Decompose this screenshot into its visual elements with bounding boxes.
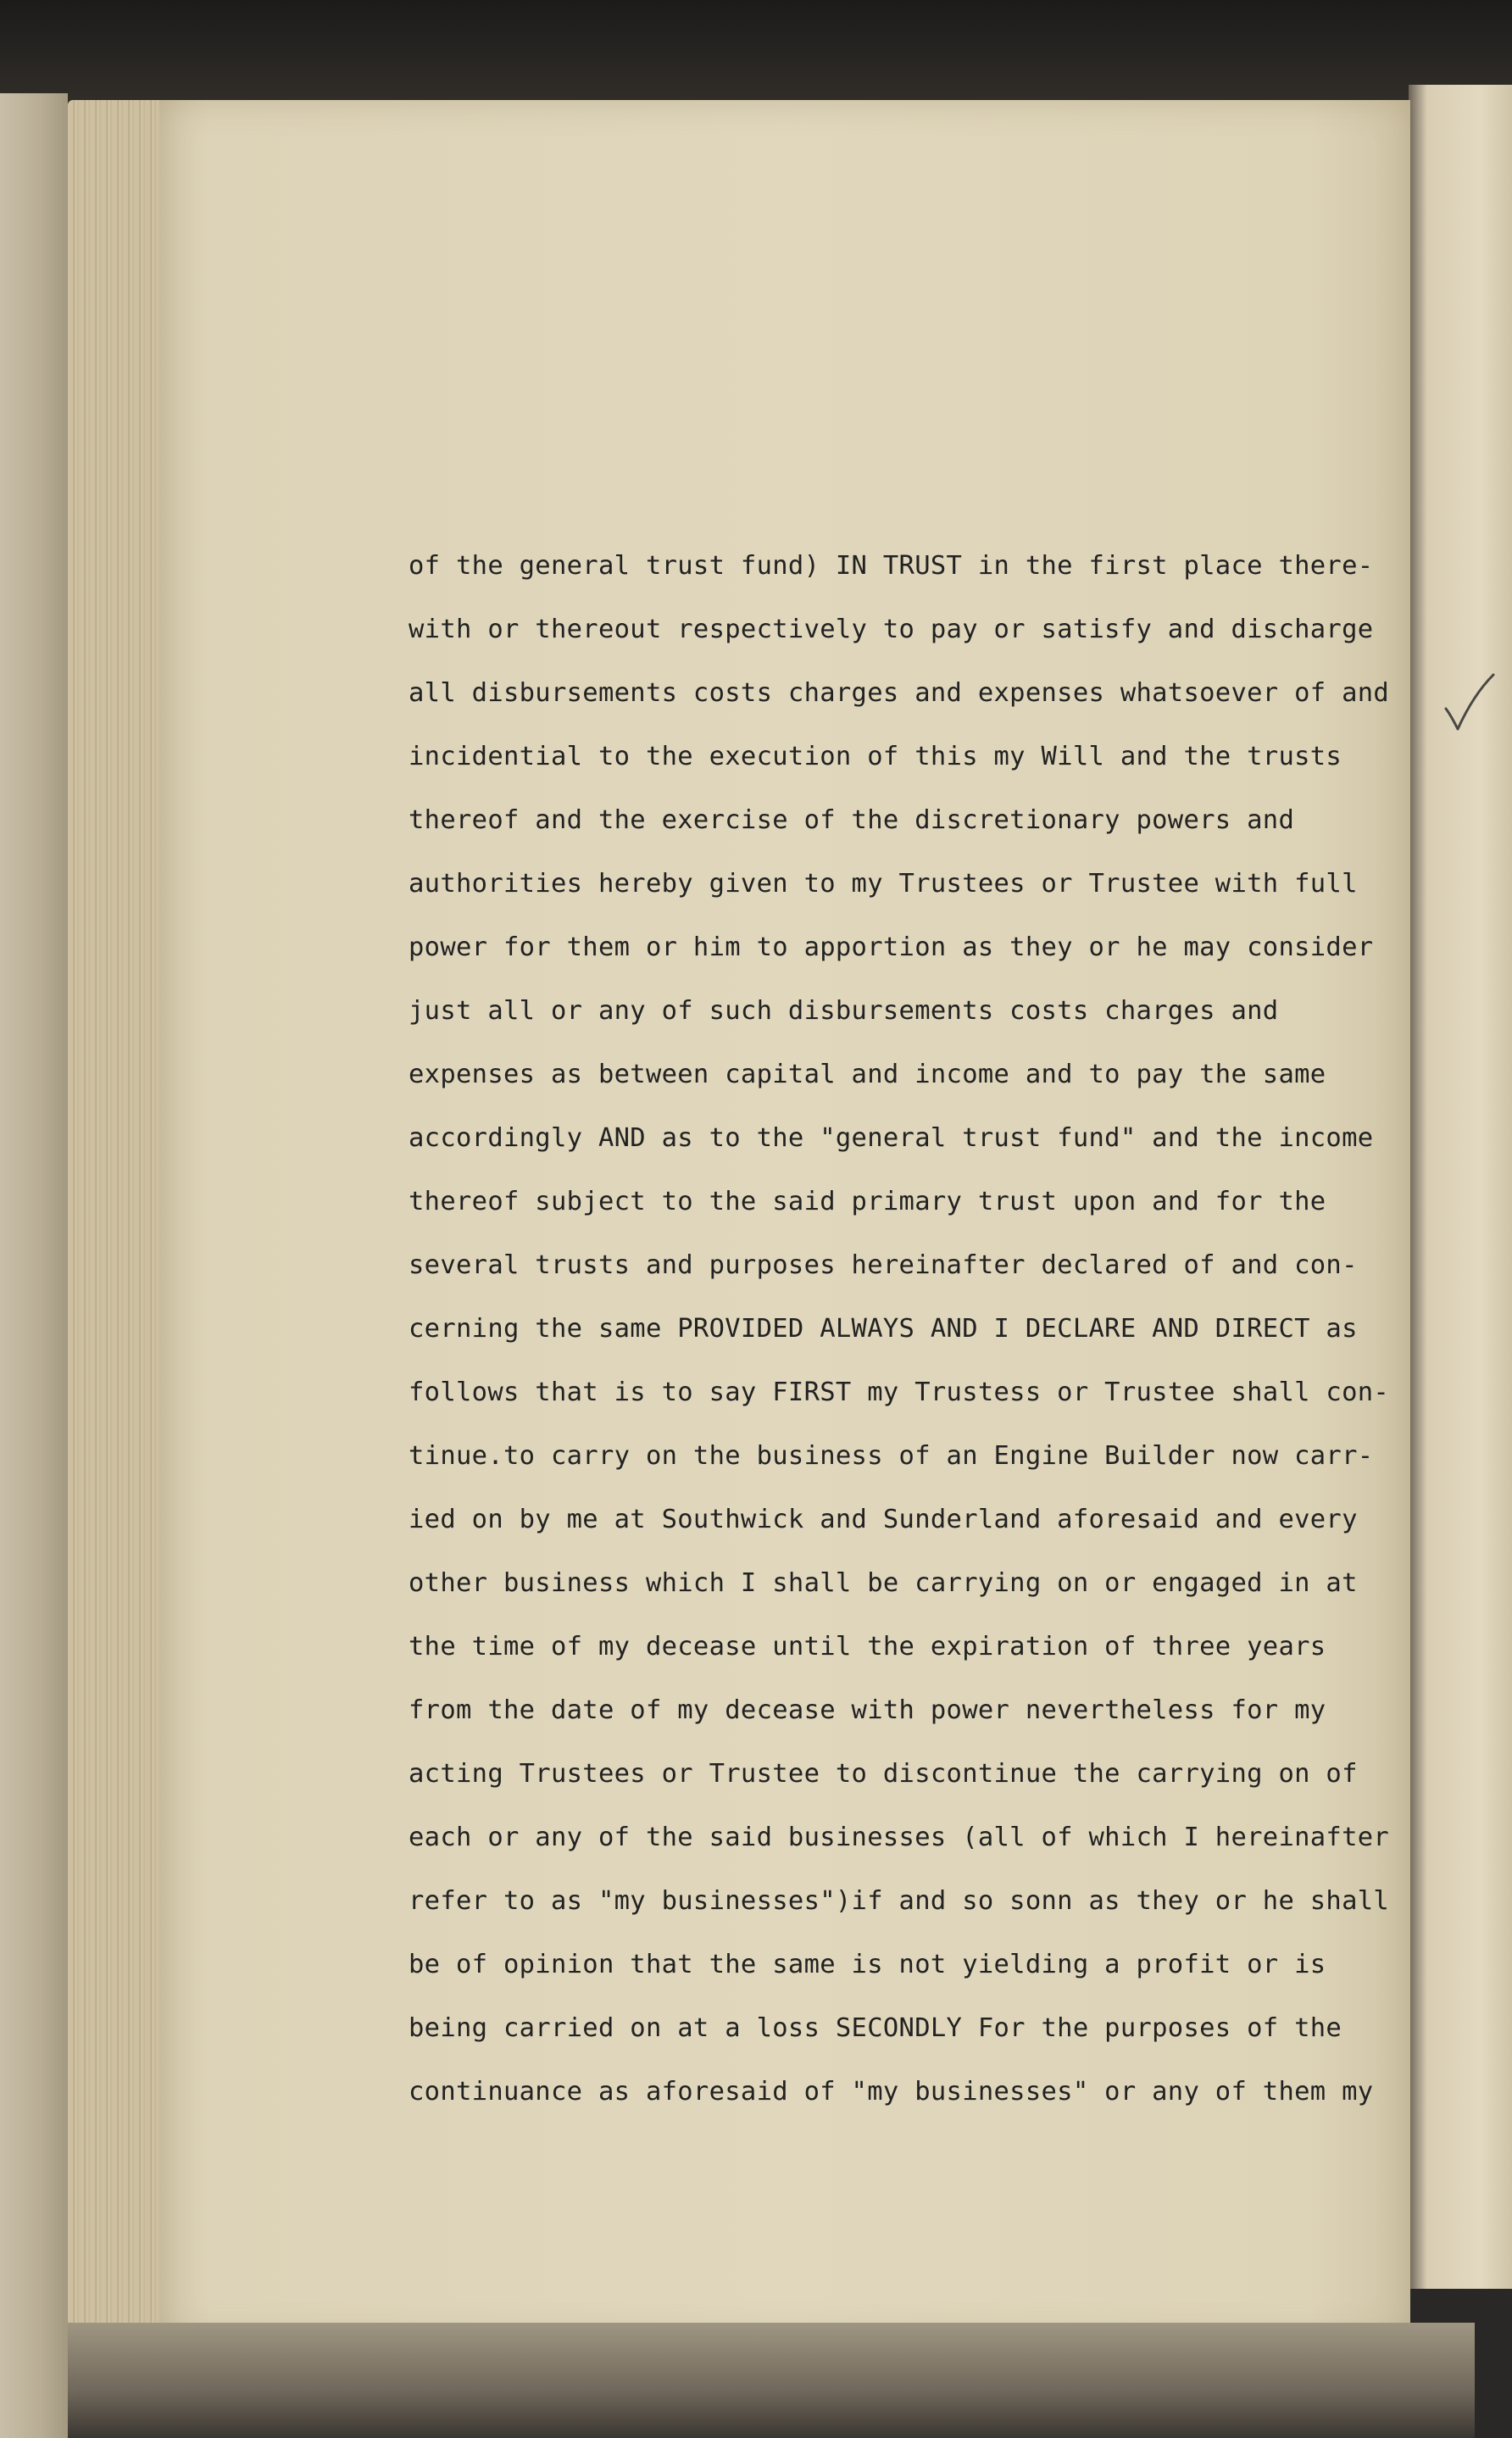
text-line: thereof and the exercise of the discretionary powers and <box>409 805 1295 835</box>
text-line: with or thereout respectively to pay or satisfy and discharge <box>409 615 1374 644</box>
text-line: tinue.to carry on the business of an Engine Builder now carr- <box>409 1441 1374 1471</box>
text-line: thereof subject to the said primary trust upon and for the <box>409 1187 1326 1216</box>
text-line: acting Trustees or Trustee to discontinue the carrying on of <box>409 1759 1358 1789</box>
text-line: ied on by me at Southwick and Sunderland aforesaid and every <box>409 1505 1358 1534</box>
text-line: being carried on at a loss SECONDLY For the purposes of the <box>409 2013 1342 2043</box>
text-line: from the date of my decease with power nevertheless for my <box>409 1695 1326 1725</box>
text-line: just all or any of such disbursements costs charges and <box>409 996 1279 1026</box>
text-line: power for them or him to apportion as they or he may consider <box>409 932 1374 962</box>
checkmark-icon <box>1441 670 1500 738</box>
text-line: all disbursements costs charges and expenses whatsoever of and <box>409 678 1390 708</box>
text-line: other business which I shall be carrying on or engaged in at <box>409 1568 1358 1598</box>
text-line: the time of my decease until the expiration of three years <box>409 1632 1326 1662</box>
text-line: cerning the same PROVIDED ALWAYS AND I DECLARE AND DIRECT as <box>409 1314 1358 1344</box>
text-line: expenses as between capital and income and to pay the same <box>409 1060 1326 1089</box>
text-line: several trusts and purposes hereinafter declared of and con- <box>409 1250 1358 1280</box>
facing-page-edge <box>1409 85 1512 2289</box>
text-line: each or any of the said businesses (all of which I hereinafter <box>409 1823 1390 1852</box>
scan-background-bottom <box>68 2323 1475 2438</box>
text-line: be of opinion that the same is not yielding a profit or is <box>409 1950 1326 1979</box>
text-line: of the general trust fund) IN TRUST in the first place there- <box>409 551 1374 581</box>
book-binding <box>0 93 68 2438</box>
text-line: follows that is to say FIRST my Trustess or Trustee shall con- <box>409 1378 1390 1407</box>
text-line: incidential to the execution of this my Will and the trusts <box>409 742 1342 771</box>
text-line: refer to as "my businesses")if and so sonn as they or he shall <box>409 1886 1390 1916</box>
text-line: continuance as aforesaid of "my businesses" or any of them my <box>409 2077 1374 2107</box>
typed-will-text <box>409 534 1410 2124</box>
page-edges-stack <box>68 100 170 2338</box>
text-line: accordingly AND as to the "general trust fund" and the income <box>409 1123 1374 1153</box>
text-line: authorities hereby given to my Trustees or Trustee with full <box>409 869 1358 899</box>
